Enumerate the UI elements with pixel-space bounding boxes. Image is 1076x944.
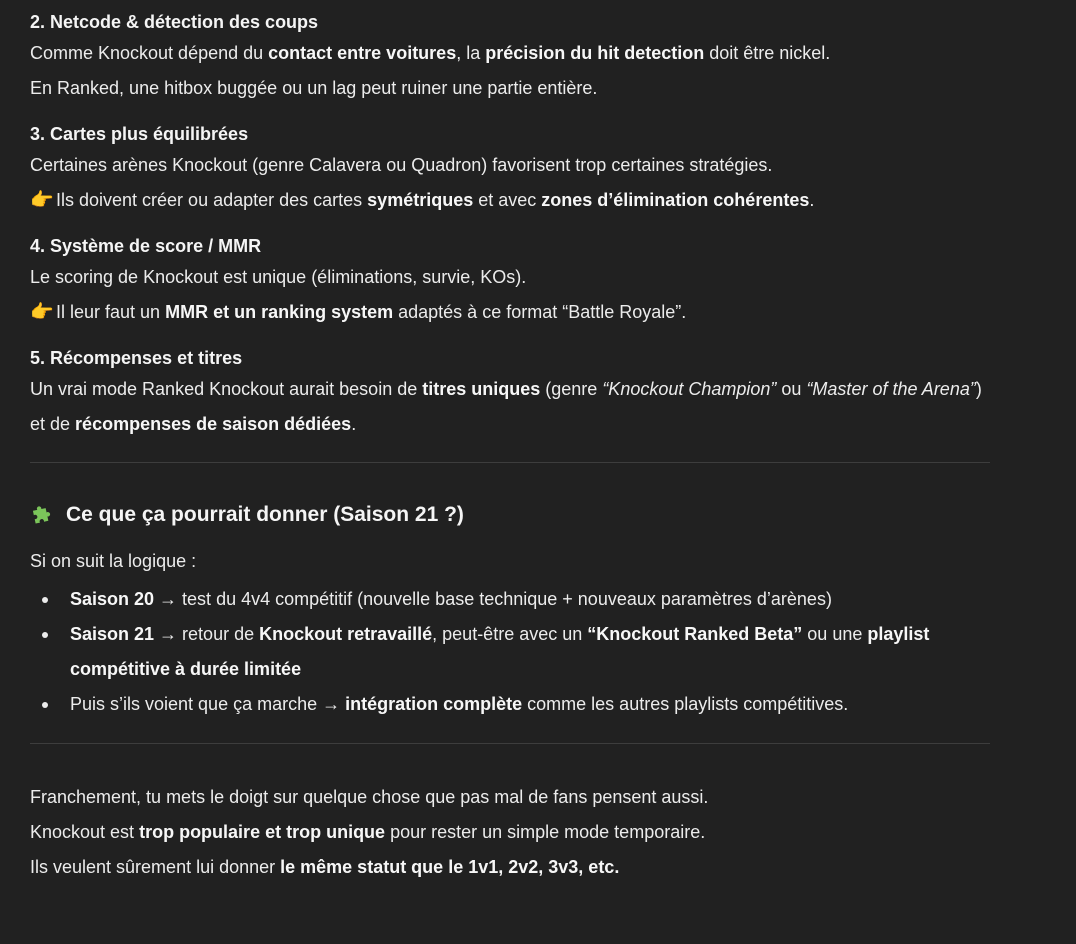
bold-text: “Knockout Ranked Beta” <box>587 624 803 644</box>
text-run: doit être nickel. <box>704 43 831 63</box>
text-run: Il leur faut un <box>56 302 166 322</box>
text-run: ou une <box>802 624 868 644</box>
text-run: , la <box>456 43 486 63</box>
text-run: . <box>351 414 357 434</box>
italic-text: “Master of the Arena” <box>806 379 976 399</box>
text-run: ou <box>776 379 807 399</box>
bold-text: trop populaire et trop unique <box>139 822 386 842</box>
bold-text: zones d’élimination cohérentes <box>541 190 810 210</box>
numbered-section <box>30 121 990 218</box>
bold-text: MMR et un ranking system <box>165 302 394 322</box>
numbered-section <box>30 233 990 330</box>
text-run: En Ranked, une hitbox buggée ou un lag peut ruiner une partie entière. <box>30 78 598 98</box>
text-run: Knockout est <box>30 822 140 842</box>
text-run: ) et de <box>30 379 982 434</box>
text-run: → retour de <box>154 624 260 644</box>
bold-text: playlist compétitive à durée limitée <box>70 624 930 679</box>
list-item <box>30 617 990 687</box>
text-run: . <box>809 190 815 210</box>
bullet-dot <box>42 632 48 638</box>
section-title: 5. Récompenses et titres <box>30 348 243 368</box>
heading-text: Ce que ça pourrait donner (Saison 21 ?) <box>66 503 464 526</box>
paragraph-line <box>30 36 990 71</box>
section-title: 2. Netcode & détection des coups <box>30 12 319 32</box>
paragraph-line <box>30 780 990 815</box>
bold-text: contact entre voitures <box>268 43 457 63</box>
bold-text: récompenses de saison dédiées <box>75 414 352 434</box>
text-run: Un vrai mode Ranked Knockout aurait besoin de <box>30 379 423 399</box>
text-run: Ils veulent sûrement lui donner <box>30 857 281 877</box>
bullet-dot <box>42 702 48 708</box>
text-run: Comme Knockout dépend du <box>30 43 269 63</box>
bold-text: symétriques <box>367 190 474 210</box>
intro-text: Si on suit la logique : <box>30 551 197 571</box>
section-title: 3. Cartes plus équilibrées <box>30 124 249 144</box>
bold-text: Knockout retravaillé <box>259 624 433 644</box>
text-run: → test du 4v4 compétitif (nouvelle base technique + nouveaux paramètres d’arènes) <box>154 589 832 609</box>
bold-text: le même statut que le 1v1, 2v2, 3v3, etc. <box>280 857 620 877</box>
bold-text: Saison 21 <box>70 624 155 644</box>
paragraph-line <box>30 148 990 183</box>
bullet-dot <box>42 597 48 603</box>
section-heading <box>30 500 990 530</box>
text-run: et avec <box>473 190 542 210</box>
chat-message-content <box>30 9 990 885</box>
text-run: adaptés à ce format “Battle Royale”. <box>393 302 687 322</box>
paragraph-line <box>30 260 990 295</box>
text-run: Certaines arènes Knockout (genre Calavera ou Quadron) favorisent trop certaines stratégies. <box>30 155 773 175</box>
text-run: comme les autres playlists compétitives. <box>522 694 849 714</box>
bullet-list <box>30 582 990 722</box>
text-run: Ils doivent créer ou adapter des cartes <box>56 190 368 210</box>
pointing-hand-icon: 👉 <box>30 190 54 211</box>
paragraph-line <box>30 372 990 442</box>
italic-text: “Knockout Champion” <box>602 379 777 399</box>
bold-text: précision du hit detection <box>485 43 705 63</box>
numbered-section <box>30 9 990 106</box>
closing-paragraph <box>30 780 990 885</box>
paragraph-line <box>30 183 990 218</box>
section-divider <box>30 462 990 463</box>
paragraph-line <box>30 850 990 885</box>
text-run: Le scoring de Knockout est unique (éliminations, survie, KOs). <box>30 267 527 287</box>
section-title: 4. Système de score / MMR <box>30 236 262 256</box>
bold-text: Saison 20 <box>70 589 155 609</box>
text-run: , peut-être avec un <box>432 624 588 644</box>
text-run: Puis s’ils voient que ça marche → <box>70 694 346 714</box>
section-divider <box>30 743 990 744</box>
text-run: pour rester un simple mode temporaire. <box>385 822 706 842</box>
numbered-section <box>30 345 990 442</box>
bold-text: titres uniques <box>422 379 541 399</box>
list-item <box>30 687 990 722</box>
numbered-sections <box>30 9 990 442</box>
paragraph-line <box>30 71 990 106</box>
pointing-hand-icon: 👉 <box>30 302 54 323</box>
bold-text: intégration complète <box>345 694 523 714</box>
paragraph-line <box>30 815 990 850</box>
text-run: Franchement, tu mets le doigt sur quelque chose que pas mal de fans pensent aussi. <box>30 787 709 807</box>
paragraph-line <box>30 295 990 330</box>
list-item <box>30 582 990 617</box>
text-run: (genre <box>540 379 603 399</box>
puzzle-icon <box>30 503 54 527</box>
